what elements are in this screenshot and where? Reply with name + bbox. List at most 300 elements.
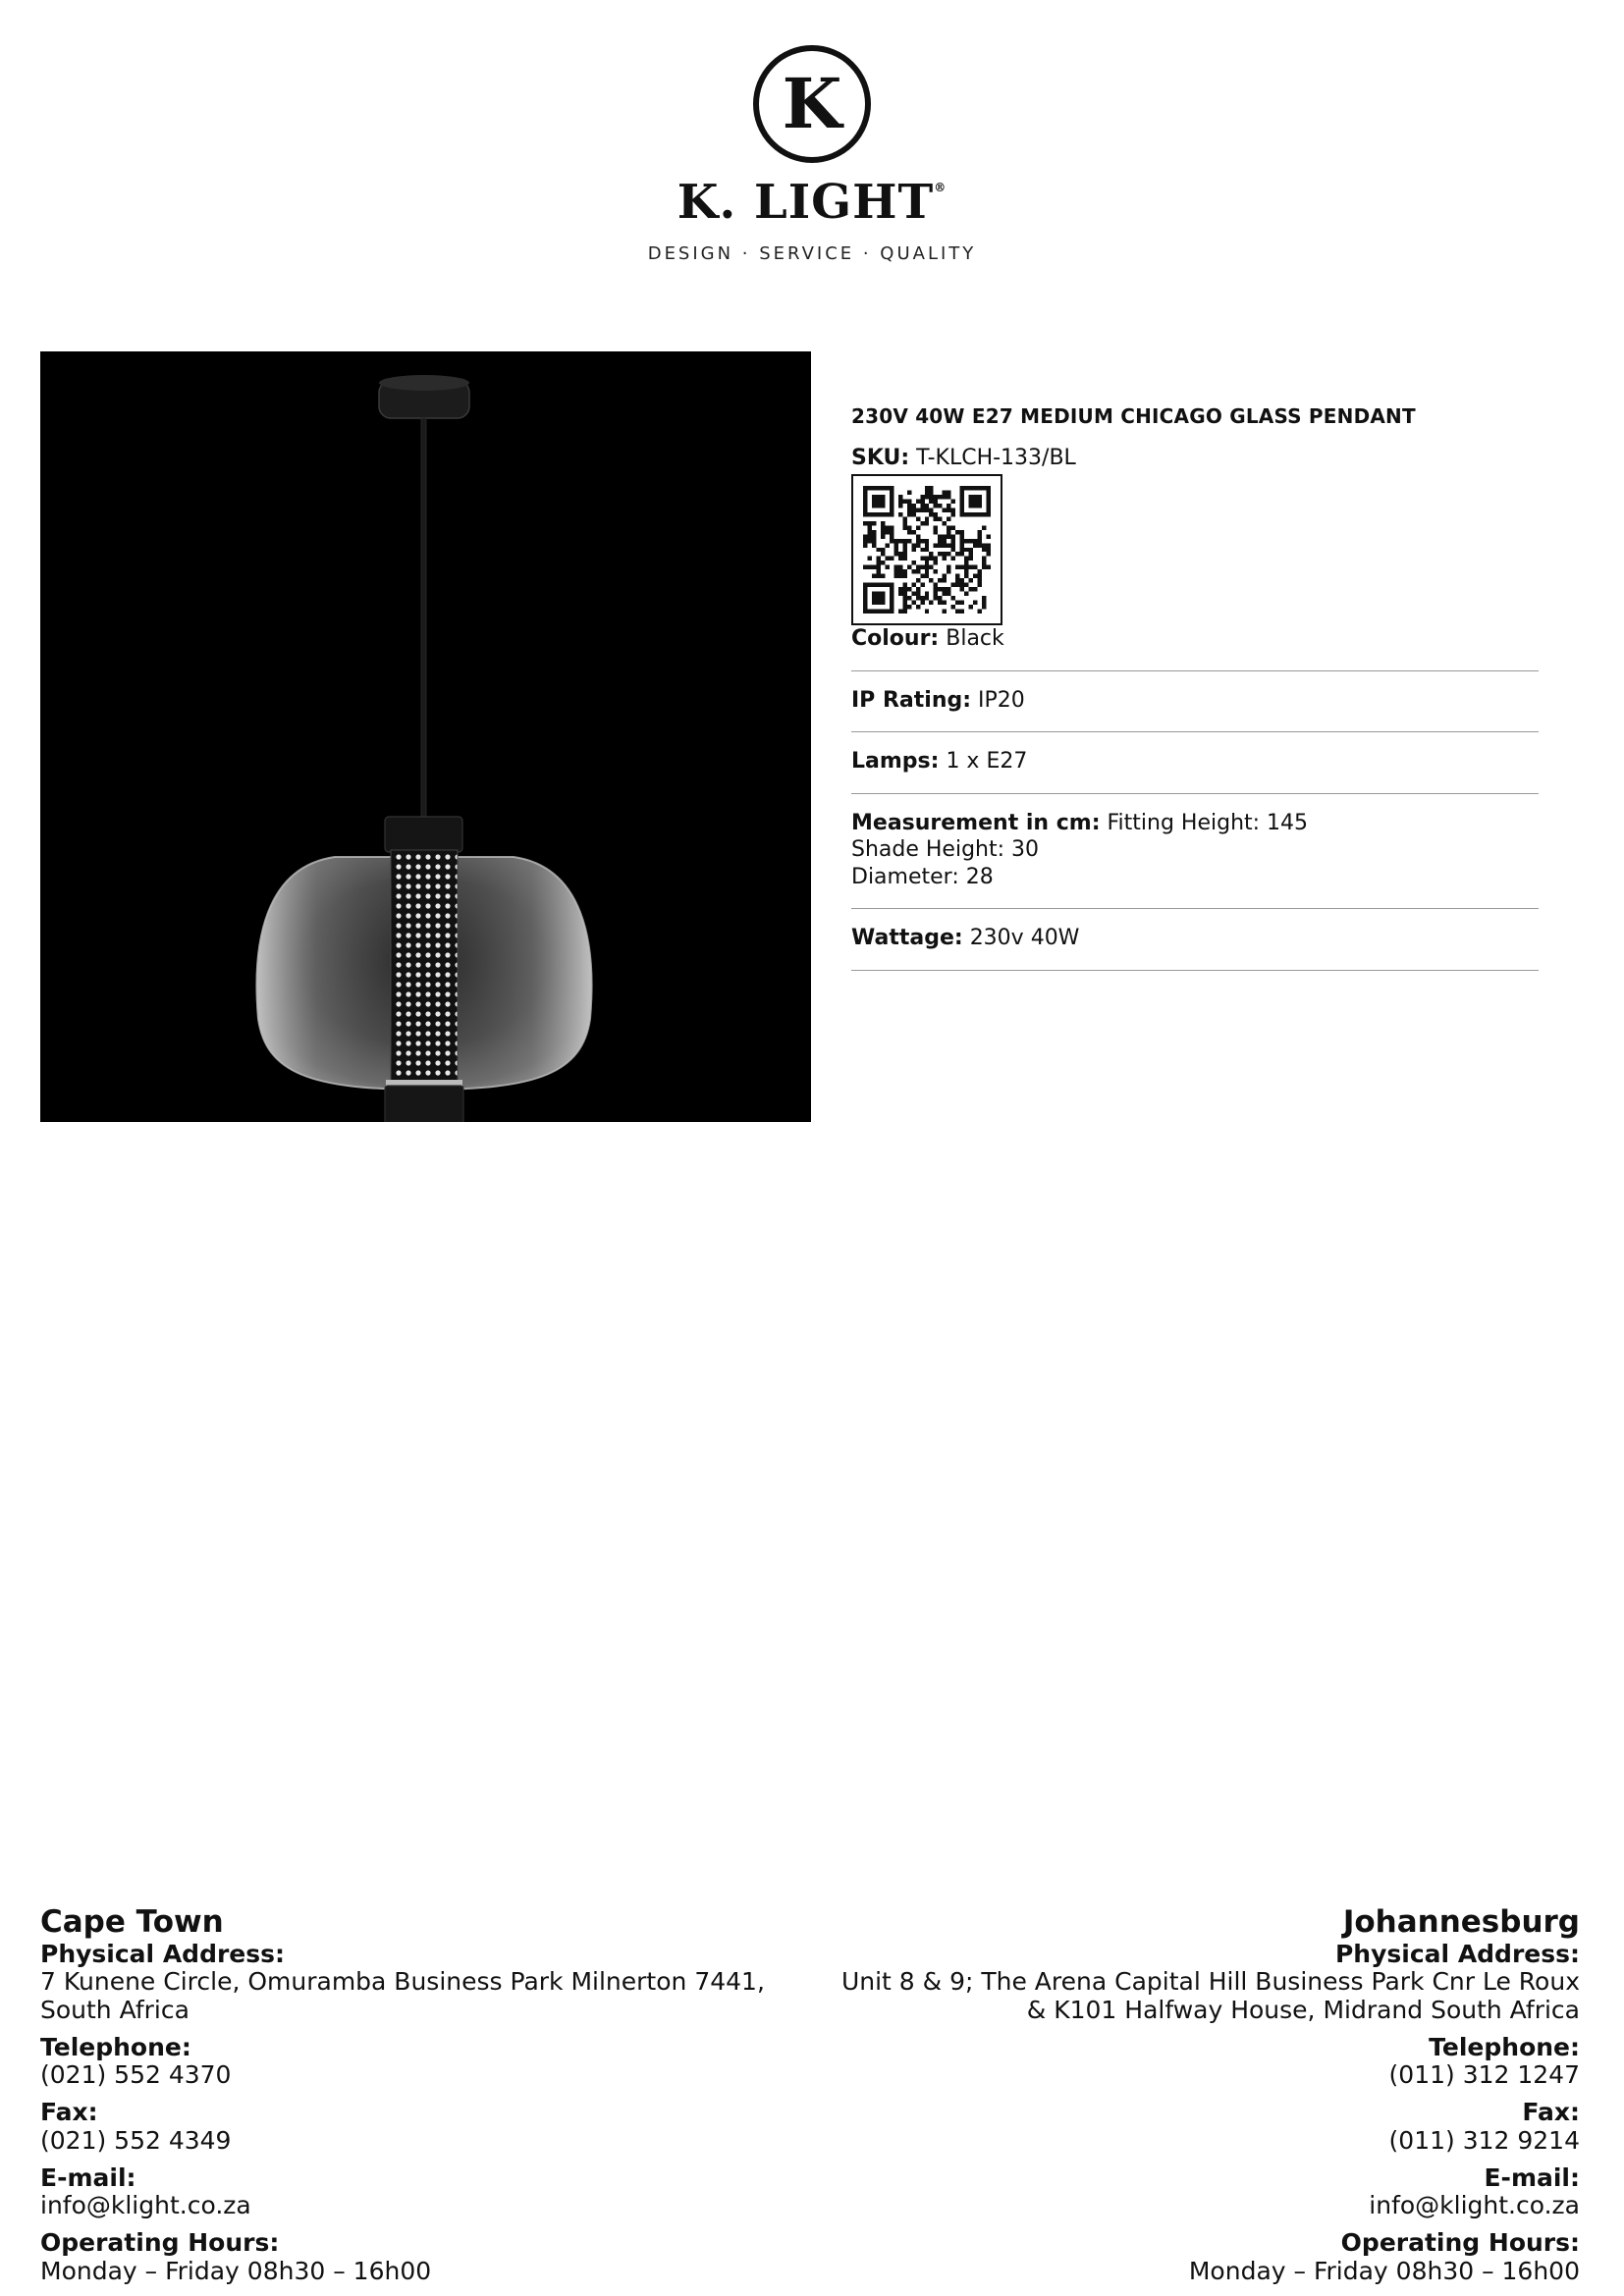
qr-module	[867, 610, 871, 614]
qr-module	[964, 574, 968, 578]
qr-module	[955, 530, 959, 534]
qr-module	[902, 516, 906, 520]
qr-module	[947, 534, 950, 538]
qr-module	[934, 495, 938, 499]
qr-module	[951, 583, 955, 587]
qr-module	[876, 596, 880, 600]
qr-module	[890, 486, 893, 490]
qr-module	[907, 587, 911, 591]
qr-module	[885, 557, 889, 561]
qr-module	[881, 486, 885, 490]
qr-module	[920, 521, 924, 525]
qr-module	[929, 486, 933, 490]
qr-module	[890, 587, 893, 591]
qr-module	[925, 557, 929, 561]
qr-module	[969, 578, 973, 582]
qr-module	[867, 486, 871, 490]
qr-module	[920, 565, 924, 569]
qr-module	[943, 539, 947, 543]
qr-module	[973, 512, 977, 516]
sku-label: SKU:	[851, 446, 910, 470]
qr-module	[881, 530, 885, 534]
qr-module	[876, 499, 880, 503]
qr-module	[934, 583, 938, 587]
logo-k-emblem	[751, 43, 873, 165]
qr-module	[911, 583, 915, 587]
qr-module	[938, 539, 942, 543]
qr-module	[978, 534, 982, 538]
qr-module	[898, 504, 902, 507]
qr-module	[943, 521, 947, 525]
qr-module	[881, 583, 885, 587]
qr-module	[934, 525, 938, 529]
qr-module	[960, 583, 964, 587]
qr-module	[920, 507, 924, 511]
qr-module	[955, 578, 959, 582]
qr-module	[916, 525, 920, 529]
qr-module	[960, 504, 964, 507]
spec-measurement	[851, 794, 1539, 910]
qr-module	[911, 512, 915, 516]
qr-module	[916, 534, 920, 538]
qr-module	[973, 504, 977, 507]
fax-value: (011) 312 9214	[1388, 2125, 1580, 2155]
qr-module	[964, 512, 968, 516]
qr-module	[867, 521, 871, 525]
qr-module	[982, 557, 986, 561]
qr-module	[893, 539, 897, 543]
qr-module	[987, 504, 991, 507]
qr-module	[925, 569, 929, 573]
measurement-label: Measurement in cm:	[851, 810, 1101, 835]
qr-module	[964, 557, 968, 561]
qr-module	[982, 512, 986, 516]
qr-module	[943, 534, 947, 538]
fax-value: (021) 552 4349	[40, 2125, 232, 2155]
qr-module	[898, 587, 902, 591]
qr-module	[982, 596, 986, 600]
qr-module	[943, 610, 947, 614]
address-line: Unit 8 & 9; The Arena Capital Hill Business Park Cnr Le Roux	[840, 1967, 1580, 1997]
qr-module	[969, 504, 973, 507]
qr-module	[890, 592, 893, 596]
qr-module	[876, 561, 880, 564]
qr-module	[872, 499, 876, 503]
product-details	[851, 404, 1539, 971]
qr-module	[978, 486, 982, 490]
lamps-label: Lamps:	[851, 749, 940, 774]
qr-module	[885, 543, 889, 547]
qr-module	[902, 583, 906, 587]
qr-module	[943, 557, 947, 561]
qr-module	[881, 495, 885, 499]
qr-module	[872, 495, 876, 499]
qr-module	[938, 601, 942, 605]
brand-name: K. LIGHT®	[677, 175, 947, 230]
qr-module	[934, 499, 938, 503]
qr-module	[893, 552, 897, 556]
qr-module	[947, 507, 950, 511]
qr-module	[881, 512, 885, 516]
qr-module	[920, 499, 924, 503]
qr-module	[902, 543, 906, 547]
qr-module	[978, 539, 982, 543]
hours-label: Operating Hours:	[1340, 2228, 1580, 2258]
qr-module	[867, 530, 871, 534]
qr-module	[947, 504, 950, 507]
qr-module	[872, 583, 876, 587]
qr-module	[876, 583, 880, 587]
qr-module	[890, 601, 893, 605]
fax-label: Fax:	[40, 2098, 98, 2127]
qr-module	[902, 557, 906, 561]
qr-module	[890, 507, 893, 511]
qr-module	[925, 543, 929, 547]
qr-module	[907, 530, 911, 534]
brand-tagline: DESIGN · SERVICE · QUALITY	[647, 243, 977, 264]
qr-module	[969, 512, 973, 516]
qr-module	[943, 507, 947, 511]
qr-module	[987, 512, 991, 516]
qr-module	[982, 601, 986, 605]
qr-module	[872, 596, 876, 600]
qr-module	[982, 548, 986, 552]
qr-module	[876, 610, 880, 614]
qr-module	[872, 592, 876, 596]
qr-module	[902, 499, 906, 503]
qr-module	[925, 486, 929, 490]
brand-logo	[0, 43, 1624, 264]
telephone-label: Telephone:	[40, 2032, 191, 2061]
qr-module	[947, 516, 950, 520]
office-city: Johannesburg	[1342, 1904, 1580, 1940]
qr-module	[863, 490, 867, 494]
qr-module	[893, 574, 897, 578]
qr-module	[881, 574, 885, 578]
qr-module	[973, 587, 977, 591]
qr-module	[929, 601, 933, 605]
qr-module	[947, 587, 950, 591]
qr-module	[925, 548, 929, 552]
qr-module	[938, 543, 942, 547]
qr-module	[911, 530, 915, 534]
qr-module	[973, 499, 977, 503]
qr-module	[890, 525, 893, 529]
qr-module	[943, 495, 947, 499]
qr-module	[925, 565, 929, 569]
qr-module	[960, 548, 964, 552]
qr-module	[969, 486, 973, 490]
qr-module	[863, 507, 867, 511]
qr-module	[890, 539, 893, 543]
lamps-value: 1 x E27	[946, 749, 1028, 774]
qr-module	[898, 499, 902, 503]
qr-module	[929, 490, 933, 494]
ip-rating-label: IP Rating:	[851, 687, 972, 713]
qr-module	[947, 552, 950, 556]
qr-module	[898, 512, 902, 516]
qr-module	[872, 574, 876, 578]
qr-module	[978, 574, 982, 578]
qr-module	[934, 569, 938, 573]
qr-module	[960, 565, 964, 569]
sku-value: T-KLCH-133/BL	[916, 446, 1076, 470]
qr-module	[982, 525, 986, 529]
qr-module	[907, 565, 911, 569]
qr-module	[872, 543, 876, 547]
qr-module	[951, 534, 955, 538]
qr-module	[934, 587, 938, 591]
qr-module	[969, 605, 973, 609]
qr-module	[960, 512, 964, 516]
qr-module	[938, 495, 942, 499]
qr-module	[987, 552, 991, 556]
qr-module	[955, 583, 959, 587]
qr-module	[964, 548, 968, 552]
qr-module	[987, 495, 991, 499]
qr-module	[898, 569, 902, 573]
qr-module	[943, 490, 947, 494]
qr-module	[920, 574, 924, 578]
qr-module	[925, 574, 929, 578]
qr-module	[929, 565, 933, 569]
qr-module	[960, 495, 964, 499]
qr-module	[987, 548, 991, 552]
qr-module	[978, 495, 982, 499]
qr-module	[890, 495, 893, 499]
qr-module	[960, 601, 964, 605]
qr-module	[960, 499, 964, 503]
qr-module	[934, 592, 938, 596]
qr-module	[898, 495, 902, 499]
qr-module	[964, 486, 968, 490]
qr-module	[867, 539, 871, 543]
qr-module	[867, 565, 871, 569]
qr-module	[867, 525, 871, 529]
qr-module	[907, 507, 911, 511]
qr-module	[916, 578, 920, 582]
qr-module	[863, 543, 867, 547]
qr-module	[955, 565, 959, 569]
qr-module	[890, 512, 893, 516]
colour-value: Black	[946, 626, 1004, 651]
qr-module	[876, 548, 880, 552]
qr-module	[872, 534, 876, 538]
qr-module	[881, 592, 885, 596]
qr-module	[872, 512, 876, 516]
qr-module	[943, 601, 947, 605]
qr-module	[898, 552, 902, 556]
qr-module	[925, 596, 929, 600]
qr-module	[964, 592, 968, 596]
qr-module	[978, 610, 982, 614]
qr-module	[863, 565, 867, 569]
qr-module	[960, 530, 964, 534]
qr-module	[982, 543, 986, 547]
qr-module	[920, 583, 924, 587]
qr-module	[872, 565, 876, 569]
qr-module	[911, 601, 915, 605]
qr-module	[929, 495, 933, 499]
qr-module	[925, 561, 929, 564]
hours-value: Monday – Friday 08h30 – 16h00	[40, 2256, 432, 2285]
qr-module	[916, 516, 920, 520]
qr-module	[969, 565, 973, 569]
qr-module	[902, 605, 906, 609]
qr-module	[881, 521, 885, 525]
qr-module	[938, 578, 942, 582]
qr-module	[960, 610, 964, 614]
qr-module	[916, 569, 920, 573]
qr-module	[964, 561, 968, 564]
qr-module	[925, 539, 929, 543]
qr-module	[881, 596, 885, 600]
qr-module	[911, 548, 915, 552]
qr-module	[951, 499, 955, 503]
qr-module	[973, 486, 977, 490]
telephone-value: (021) 552 4370	[40, 2060, 232, 2090]
qr-module	[872, 504, 876, 507]
qr-module	[872, 521, 876, 525]
qr-module	[876, 569, 880, 573]
qr-module	[863, 592, 867, 596]
qr-module	[955, 601, 959, 605]
qr-module	[960, 543, 964, 547]
qr-module	[890, 610, 893, 614]
qr-module	[863, 499, 867, 503]
qr-module	[885, 530, 889, 534]
qr-module	[920, 596, 924, 600]
qr-module	[987, 507, 991, 511]
qr-module	[885, 525, 889, 529]
qr-module	[902, 552, 906, 556]
qr-module	[902, 610, 906, 614]
qr-module	[863, 504, 867, 507]
qr-module	[951, 507, 955, 511]
qr-module	[973, 539, 977, 543]
qr-module	[881, 561, 885, 564]
qr-module	[881, 525, 885, 529]
qr-module	[987, 543, 991, 547]
qr-module	[916, 539, 920, 543]
qr-module	[890, 504, 893, 507]
qr-module	[978, 499, 982, 503]
qr-module	[947, 525, 950, 529]
hours-value: Monday – Friday 08h30 – 16h00	[1188, 2256, 1580, 2285]
qr-module	[925, 521, 929, 525]
product-title: 230V 40W E27 MEDIUM CHICAGO GLASS PENDANT	[851, 404, 1416, 428]
qr-module	[863, 596, 867, 600]
qr-module	[955, 574, 959, 578]
qr-module	[943, 574, 947, 578]
qr-module	[876, 574, 880, 578]
qr-module	[916, 587, 920, 591]
qr-module	[973, 543, 977, 547]
bottom-cylinder	[385, 1086, 463, 1122]
qr-module	[885, 583, 889, 587]
spec-lamps	[851, 732, 1539, 794]
qr-module	[951, 605, 955, 609]
qr-module	[863, 486, 867, 490]
qr-module	[881, 534, 885, 538]
qr-module	[955, 552, 959, 556]
office-cape-town	[40, 1904, 826, 2285]
qr-module	[902, 569, 906, 573]
qr-module	[885, 512, 889, 516]
address-line: & K101 Halfway House, Midrand South Africa	[1026, 1995, 1580, 2024]
qr-module	[960, 507, 964, 511]
qr-module	[920, 601, 924, 605]
address-label: Physical Address:	[1334, 1940, 1580, 1969]
qr-module	[929, 512, 933, 516]
qr-module	[934, 561, 938, 564]
qr-module	[947, 569, 950, 573]
qr-module	[911, 507, 915, 511]
qr-module	[925, 516, 929, 520]
qr-module	[867, 534, 871, 538]
qr-module	[987, 565, 991, 569]
qr-module	[947, 495, 950, 499]
qr-module	[907, 512, 911, 516]
measurement-diameter: Diameter: 28	[851, 864, 994, 889]
qr-module	[925, 490, 929, 494]
qr-module	[916, 565, 920, 569]
qr-module	[893, 565, 897, 569]
qr-module	[890, 499, 893, 503]
email-value: info@klight.co.za	[40, 2191, 251, 2220]
qr-module	[872, 539, 876, 543]
qr-module	[925, 504, 929, 507]
qr-module	[934, 516, 938, 520]
qr-module	[964, 569, 968, 573]
qr-module	[973, 574, 977, 578]
qr-module	[951, 557, 955, 561]
qr-module	[938, 504, 942, 507]
qr-module	[863, 521, 867, 525]
qr-module	[872, 601, 876, 605]
qr-module	[943, 587, 947, 591]
qr-module	[863, 601, 867, 605]
qr-module	[934, 557, 938, 561]
qr-module	[925, 507, 929, 511]
qr-module	[898, 565, 902, 569]
qr-module	[867, 583, 871, 587]
qr-module	[902, 525, 906, 529]
qr-module	[863, 539, 867, 543]
qr-module	[863, 534, 867, 538]
qr-module	[893, 569, 897, 573]
qr-module	[863, 512, 867, 516]
qr-module	[947, 530, 950, 534]
qr-module	[872, 610, 876, 614]
qr-module	[902, 548, 906, 552]
qr-module	[969, 495, 973, 499]
qr-module	[943, 543, 947, 547]
qr-module	[987, 490, 991, 494]
qr-module	[893, 548, 897, 552]
measurement-fitting-height: Fitting Height: 145	[1107, 810, 1309, 835]
wattage-value: 230v 40W	[969, 926, 1080, 950]
qr-module	[982, 561, 986, 564]
qr-module	[969, 587, 973, 591]
qr-module	[943, 578, 947, 582]
qr-module	[920, 504, 924, 507]
qr-module	[902, 521, 906, 525]
qr-module	[938, 516, 942, 520]
qr-module	[898, 539, 902, 543]
qr-module	[863, 495, 867, 499]
qr-module	[943, 592, 947, 596]
